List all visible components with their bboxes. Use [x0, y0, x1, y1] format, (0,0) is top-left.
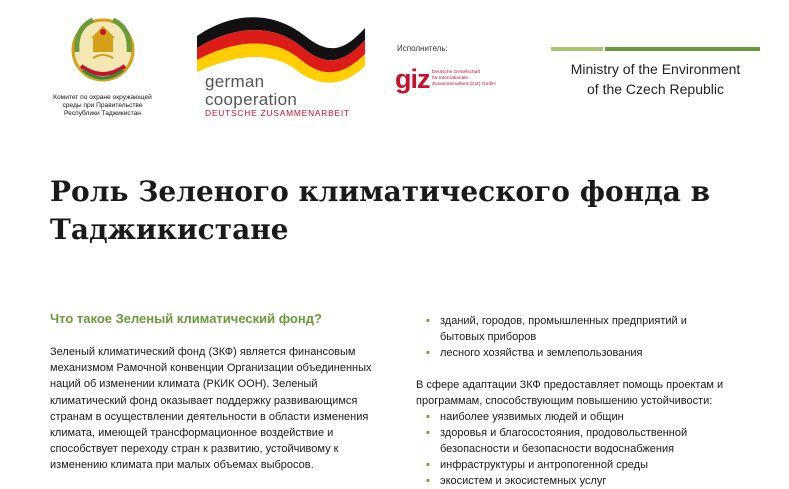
bullet-text: лесного хозяйства и землепользования: [440, 347, 643, 359]
document-title: Роль Зеленого климатического фонда в Таджикистане: [50, 175, 711, 246]
german-cooperation-word1: german: [205, 72, 265, 91]
bullet-item: [416, 345, 726, 361]
giz-full-name: [432, 70, 496, 87]
czech-ministry-bars: [551, 47, 760, 51]
giz-logo: giz: [395, 64, 430, 94]
ministry-bar-dark: [605, 47, 760, 51]
german-cooperation-word2: cooperation: [205, 90, 298, 109]
bullet-marker-icon: •: [426, 459, 430, 471]
tajik-caption-line1: Комитет по охране окружающей: [53, 94, 152, 101]
bullet-text: зданий, городов, промышленных предприятий и бытовых приборов: [440, 315, 687, 344]
bullet-marker-icon: •: [426, 427, 430, 439]
bullet-item: [416, 313, 726, 345]
bullet-text: здоровья и благосостояния, продовольственной безопасности и безопасности водоснабжения: [440, 427, 688, 456]
bullet-item: [416, 473, 726, 489]
bullet-marker-icon: •: [426, 411, 430, 423]
tajik-caption-line3: Республики Таджикистан: [64, 110, 141, 117]
adaptation-intro-paragraph: В сфере адаптации ЗКФ предоставляет помощь проектам и программам, способствующим повышению устойчивости:: [416, 379, 724, 408]
bullet-item: [416, 457, 726, 473]
section-heading-what-is-gcf: Что такое Зеленый климатический фонд?: [50, 311, 322, 326]
bullet-text: инфраструктуры и антропогенной среды: [440, 459, 649, 471]
czech-ministry-line2: of the Czech Republic: [587, 81, 724, 97]
gcf-description-paragraph: Зеленый климатический фонд (ЗКФ) является финансовым механизмом Рамочной конвенции Организации объединенных наций об изменении климата (РКИК ООН). Зеленый климатический фонд оказывает поддержку развивающимся странам в осуществлении деятельности в области изменения климата, имеющей трансформационное воздействие и способствует переходу стран к развитию, устойчивому к изменению климата при малых объемах выбросов.: [50, 346, 372, 472]
giz-line1: Deutsche Gesellschaft: [432, 70, 480, 75]
german-cooperation-logo: [195, 10, 385, 118]
bullet-marker-icon: •: [426, 475, 430, 487]
bullet-marker-icon: •: [426, 315, 430, 327]
tajik-committee-logo: [30, 8, 175, 118]
czech-ministry-line1: Ministry of the Environment: [570, 61, 741, 77]
tajik-caption-line2: среды при Правительстве: [62, 102, 143, 109]
bullet-text: наиболее уязвимых людей и общин: [440, 411, 624, 423]
bullet-marker-icon: •: [426, 347, 430, 359]
giz-line2: für Internationale: [432, 75, 469, 81]
ministry-bar-light: [551, 47, 603, 51]
bullet-item: [416, 409, 726, 425]
german-cooperation-sub: DEUTSCHE ZUSAMMENARBEIT: [205, 108, 350, 118]
bullet-text: экосистем и экосистемных услуг: [440, 475, 607, 487]
giz-line3: Zusammenarbeit (GIZ) GmbH: [432, 81, 496, 87]
tajikistan-emblem-icon: [63, 8, 143, 88]
bullet-item: [416, 425, 726, 457]
german-flag-ribbon-icon: [195, 10, 370, 80]
executor-label: Исполнитель:: [397, 44, 448, 53]
